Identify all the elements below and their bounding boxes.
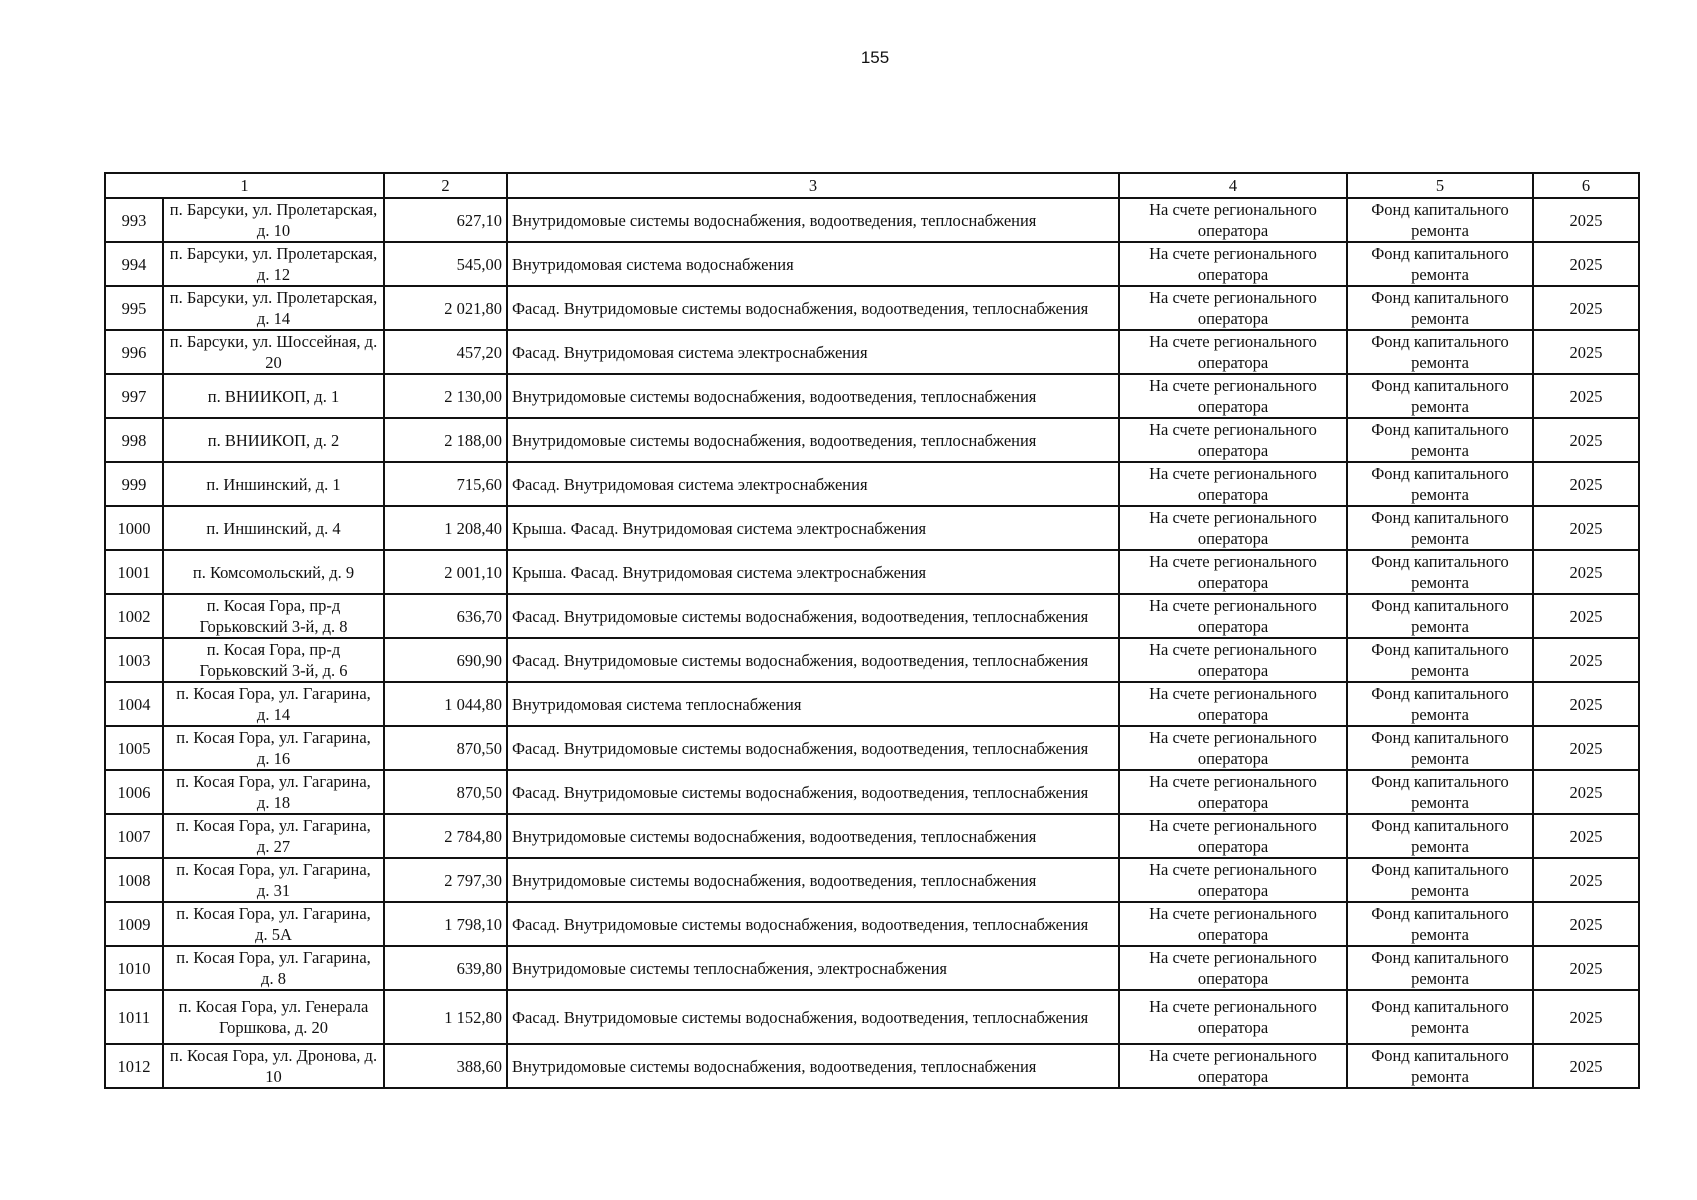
works-cell: Крыша. Фасад. Внутридомовая система электроснабжения [507, 550, 1119, 594]
year-cell: 2025 [1533, 770, 1639, 814]
row-number: 995 [105, 286, 163, 330]
row-number: 1007 [105, 814, 163, 858]
address-cell: п. ВНИИКОП, д. 1 [163, 374, 384, 418]
year-cell: 2025 [1533, 858, 1639, 902]
fund-cell: Фонд капитального ремонта [1347, 462, 1533, 506]
address-cell: п. Барсуки, ул. Пролетарская, д. 14 [163, 286, 384, 330]
address-cell: п. Барсуки, ул. Шоссейная, д. 20 [163, 330, 384, 374]
works-cell: Внутридомовые системы водоснабжения, водоотведения, теплоснабжения [507, 198, 1119, 242]
address-cell: п. Косая Гора, ул. Гагарина, д. 27 [163, 814, 384, 858]
address-cell: п. Косая Гора, ул. Гагарина, д. 31 [163, 858, 384, 902]
page-number: 155 [860, 48, 890, 67]
row-number: 1008 [105, 858, 163, 902]
account-cell: На счете регионального оператора [1119, 506, 1347, 550]
account-cell: На счете регионального оператора [1119, 946, 1347, 990]
works-cell: Фасад. Внутридомовые системы водоснабжения, водоотведения, теплоснабжения [507, 770, 1119, 814]
table-row [105, 814, 1639, 858]
works-cell: Фасад. Внутридомовые системы водоснабжения, водоотведения, теплоснабжения [507, 594, 1119, 638]
area-cell: 1 208,40 [384, 506, 507, 550]
account-cell: На счете регионального оператора [1119, 902, 1347, 946]
works-cell: Внутридомовые системы водоснабжения, водоотведения, теплоснабжения [507, 374, 1119, 418]
account-cell: На счете регионального оператора [1119, 594, 1347, 638]
works-cell: Крыша. Фасад. Внутридомовая система электроснабжения [507, 506, 1119, 550]
fund-cell: Фонд капитального ремонта [1347, 638, 1533, 682]
capital-repair-table [104, 172, 1640, 1089]
area-cell: 388,60 [384, 1044, 507, 1088]
address-cell: п. Иншинский, д. 1 [163, 462, 384, 506]
area-cell: 2 188,00 [384, 418, 507, 462]
table-row [105, 550, 1639, 594]
year-cell: 2025 [1533, 286, 1639, 330]
address-cell: п. Косая Гора, ул. Гагарина, д. 16 [163, 726, 384, 770]
address-cell: п. Барсуки, ул. Пролетарская, д. 12 [163, 242, 384, 286]
works-cell: Внутридомовые системы водоснабжения, водоотведения, теплоснабжения [507, 418, 1119, 462]
table-row [105, 286, 1639, 330]
works-cell: Фасад. Внутридомовые системы водоснабжения, водоотведения, теплоснабжения [507, 638, 1119, 682]
column-number-3: 3 [507, 173, 1119, 198]
address-cell: п. Косая Гора, пр-д Горьковский 3-й, д. 8 [163, 594, 384, 638]
area-cell: 715,60 [384, 462, 507, 506]
fund-cell: Фонд капитального ремонта [1347, 550, 1533, 594]
address-cell: п. Косая Гора, ул. Гагарина, д. 5А [163, 902, 384, 946]
works-cell: Внутридомовые системы водоснабжения, водоотведения, теплоснабжения [507, 858, 1119, 902]
address-cell: п. Иншинский, д. 4 [163, 506, 384, 550]
fund-cell: Фонд капитального ремонта [1347, 506, 1533, 550]
fund-cell: Фонд капитального ремонта [1347, 858, 1533, 902]
table-row [105, 770, 1639, 814]
address-cell: п. Косая Гора, ул. Гагарина, д. 18 [163, 770, 384, 814]
account-cell: На счете регионального оператора [1119, 418, 1347, 462]
column-number-2: 2 [384, 173, 507, 198]
table-row [105, 1044, 1639, 1088]
works-cell: Внутридомовая система водоснабжения [507, 242, 1119, 286]
table-row [105, 638, 1639, 682]
year-cell: 2025 [1533, 418, 1639, 462]
works-cell: Фасад. Внутридомовые системы водоснабжения, водоотведения, теплоснабжения [507, 286, 1119, 330]
row-number: 1012 [105, 1044, 163, 1088]
account-cell: На счете регионального оператора [1119, 682, 1347, 726]
year-cell: 2025 [1533, 638, 1639, 682]
row-number: 994 [105, 242, 163, 286]
column-number-6: 6 [1533, 173, 1639, 198]
row-number: 997 [105, 374, 163, 418]
area-cell: 639,80 [384, 946, 507, 990]
year-cell: 2025 [1533, 946, 1639, 990]
table-row [105, 198, 1639, 242]
row-number: 1005 [105, 726, 163, 770]
account-cell: На счете регионального оператора [1119, 858, 1347, 902]
address-cell: п. Барсуки, ул. Пролетарская, д. 10 [163, 198, 384, 242]
area-cell: 2 797,30 [384, 858, 507, 902]
year-cell: 2025 [1533, 726, 1639, 770]
row-number: 1001 [105, 550, 163, 594]
year-cell: 2025 [1533, 462, 1639, 506]
year-cell: 2025 [1533, 814, 1639, 858]
year-cell: 2025 [1533, 242, 1639, 286]
account-cell: На счете регионального оператора [1119, 462, 1347, 506]
year-cell: 2025 [1533, 902, 1639, 946]
table-row [105, 682, 1639, 726]
table-row [105, 726, 1639, 770]
fund-cell: Фонд капитального ремонта [1347, 902, 1533, 946]
works-cell: Внутридомовые системы водоснабжения, водоотведения, теплоснабжения [507, 1044, 1119, 1088]
column-number-5: 5 [1347, 173, 1533, 198]
table-row [105, 858, 1639, 902]
area-cell: 636,70 [384, 594, 507, 638]
table-row [105, 462, 1639, 506]
fund-cell: Фонд капитального ремонта [1347, 814, 1533, 858]
area-cell: 627,10 [384, 198, 507, 242]
area-cell: 545,00 [384, 242, 507, 286]
address-cell: п. Косая Гора, ул. Дронова, д. 10 [163, 1044, 384, 1088]
row-number: 1009 [105, 902, 163, 946]
address-cell: п. Косая Гора, ул. Генерала Горшкова, д. 20 [163, 990, 384, 1044]
table-row [105, 330, 1639, 374]
area-cell: 870,50 [384, 726, 507, 770]
row-number: 993 [105, 198, 163, 242]
table-row [105, 594, 1639, 638]
area-cell: 1 044,80 [384, 682, 507, 726]
table-row [105, 418, 1639, 462]
fund-cell: Фонд капитального ремонта [1347, 990, 1533, 1044]
column-number-1: 1 [105, 173, 384, 198]
year-cell: 2025 [1533, 506, 1639, 550]
row-number: 1004 [105, 682, 163, 726]
account-cell: На счете регионального оператора [1119, 198, 1347, 242]
area-cell: 2 021,80 [384, 286, 507, 330]
account-cell: На счете регионального оператора [1119, 286, 1347, 330]
account-cell: На счете регионального оператора [1119, 330, 1347, 374]
works-cell: Внутридомовая система теплоснабжения [507, 682, 1119, 726]
area-cell: 690,90 [384, 638, 507, 682]
year-cell: 2025 [1533, 198, 1639, 242]
year-cell: 2025 [1533, 550, 1639, 594]
works-cell: Внутридомовые системы теплоснабжения, электроснабжения [507, 946, 1119, 990]
year-cell: 2025 [1533, 330, 1639, 374]
table-row [105, 902, 1639, 946]
row-number: 1010 [105, 946, 163, 990]
area-cell: 870,50 [384, 770, 507, 814]
area-cell: 2 001,10 [384, 550, 507, 594]
works-cell: Фасад. Внутридомовая система электроснабжения [507, 462, 1119, 506]
fund-cell: Фонд капитального ремонта [1347, 418, 1533, 462]
address-cell: п. Косая Гора, пр-д Горьковский 3-й, д. 6 [163, 638, 384, 682]
fund-cell: Фонд капитального ремонта [1347, 1044, 1533, 1088]
row-number: 1003 [105, 638, 163, 682]
works-cell: Фасад. Внутридомовая система электроснабжения [507, 330, 1119, 374]
area-cell: 2 130,00 [384, 374, 507, 418]
account-cell: На счете регионального оператора [1119, 990, 1347, 1044]
table-row [105, 374, 1639, 418]
fund-cell: Фонд капитального ремонта [1347, 946, 1533, 990]
table-row [105, 506, 1639, 550]
works-cell: Фасад. Внутридомовые системы водоснабжения, водоотведения, теплоснабжения [507, 990, 1119, 1044]
account-cell: На счете регионального оператора [1119, 374, 1347, 418]
column-number-4: 4 [1119, 173, 1347, 198]
fund-cell: Фонд капитального ремонта [1347, 242, 1533, 286]
account-cell: На счете регионального оператора [1119, 814, 1347, 858]
area-cell: 457,20 [384, 330, 507, 374]
table-row [105, 990, 1639, 1044]
row-number: 996 [105, 330, 163, 374]
account-cell: На счете регионального оператора [1119, 550, 1347, 594]
fund-cell: Фонд капитального ремонта [1347, 330, 1533, 374]
address-cell: п. Косая Гора, ул. Гагарина, д. 8 [163, 946, 384, 990]
account-cell: На счете регионального оператора [1119, 242, 1347, 286]
works-cell: Внутридомовые системы водоснабжения, водоотведения, теплоснабжения [507, 814, 1119, 858]
year-cell: 2025 [1533, 1044, 1639, 1088]
account-cell: На счете регионального оператора [1119, 770, 1347, 814]
year-cell: 2025 [1533, 374, 1639, 418]
works-cell: Фасад. Внутридомовые системы водоснабжения, водоотведения, теплоснабжения [507, 726, 1119, 770]
table-row [105, 242, 1639, 286]
row-number: 1011 [105, 990, 163, 1044]
column-number-row [105, 173, 1639, 198]
row-number: 1006 [105, 770, 163, 814]
account-cell: На счете регионального оператора [1119, 726, 1347, 770]
fund-cell: Фонд капитального ремонта [1347, 770, 1533, 814]
fund-cell: Фонд капитального ремонта [1347, 286, 1533, 330]
fund-cell: Фонд капитального ремонта [1347, 682, 1533, 726]
fund-cell: Фонд капитального ремонта [1347, 726, 1533, 770]
address-cell: п. Косая Гора, ул. Гагарина, д. 14 [163, 682, 384, 726]
year-cell: 2025 [1533, 990, 1639, 1044]
fund-cell: Фонд капитального ремонта [1347, 594, 1533, 638]
row-number: 1002 [105, 594, 163, 638]
area-cell: 1 152,80 [384, 990, 507, 1044]
year-cell: 2025 [1533, 682, 1639, 726]
fund-cell: Фонд капитального ремонта [1347, 374, 1533, 418]
account-cell: На счете регионального оператора [1119, 638, 1347, 682]
address-cell: п. ВНИИКОП, д. 2 [163, 418, 384, 462]
address-cell: п. Комсомольский, д. 9 [163, 550, 384, 594]
row-number: 1000 [105, 506, 163, 550]
row-number: 998 [105, 418, 163, 462]
table-row [105, 946, 1639, 990]
account-cell: На счете регионального оператора [1119, 1044, 1347, 1088]
row-number: 999 [105, 462, 163, 506]
year-cell: 2025 [1533, 594, 1639, 638]
area-cell: 1 798,10 [384, 902, 507, 946]
works-cell: Фасад. Внутридомовые системы водоснабжения, водоотведения, теплоснабжения [507, 902, 1119, 946]
area-cell: 2 784,80 [384, 814, 507, 858]
fund-cell: Фонд капитального ремонта [1347, 198, 1533, 242]
